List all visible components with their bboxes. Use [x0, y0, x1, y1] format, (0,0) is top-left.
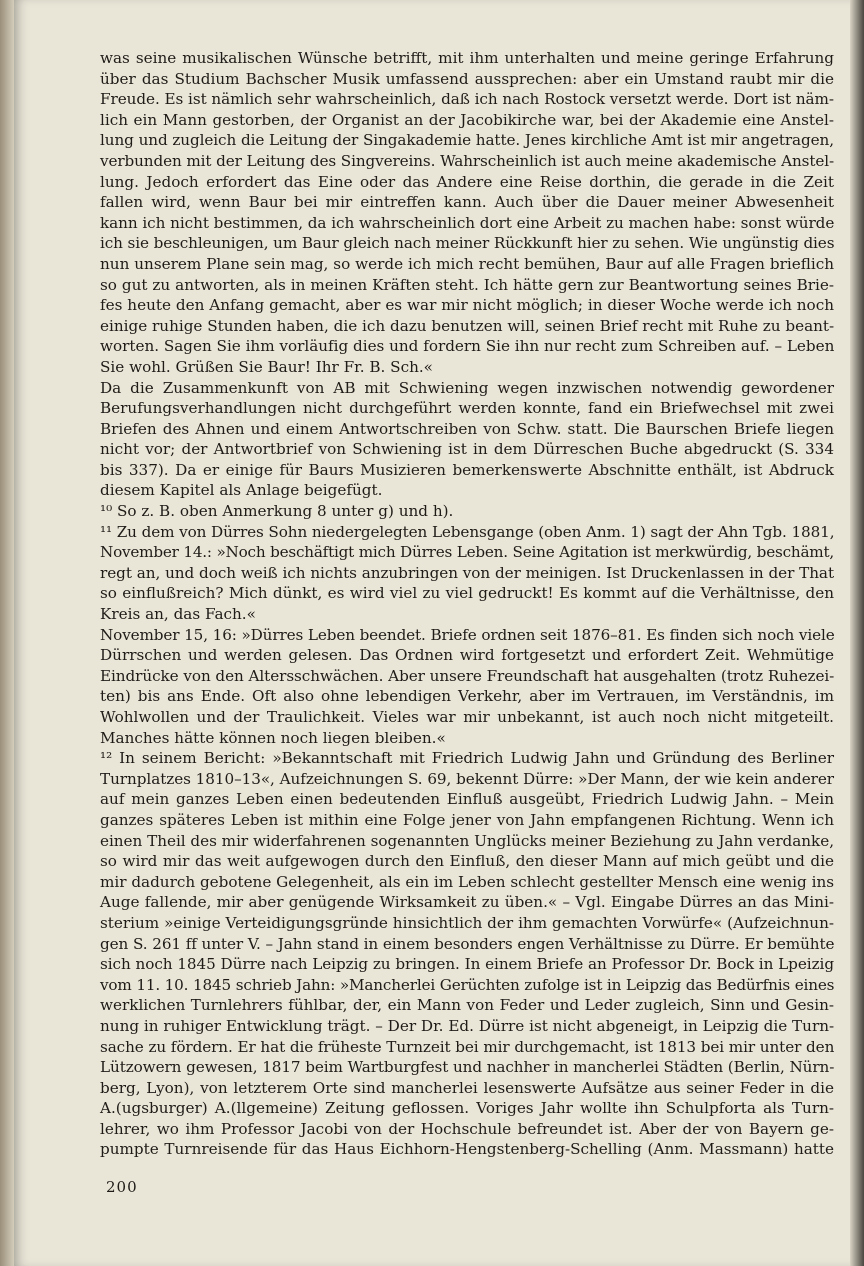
text-line: Auge fallende, mir aber genügende Wirksamkeit zu üben.« – Vgl. Eingabe Dürres an das Mini-	[100, 893, 834, 912]
text-line: kann ich nicht bestimmen, da ich wahrscheinlich dort eine Arbeit zu machen habe: sonst würde	[100, 213, 835, 232]
text-line: nun unserem Plane sein mag, so werde ich mich recht bemühen, Baur auf alle Fragen brieflich	[100, 254, 834, 273]
text-line: werklichen Turnlehrers fühlbar, der, ein Mann von Feder und Leder zugleich, Sinn und Gesin-	[100, 996, 834, 1015]
text-line: so einflußreich? Mich dünkt, es wird viel zu viel gedruckt! Es kommt auf die Verhältnisse, den	[100, 584, 834, 603]
text-line: worten. Sagen Sie ihm vorläufig dies und fordern Sie ihn nur recht zum Schreiben auf. – Leben	[100, 337, 835, 356]
text-line: Turnplatzes 1810–13«, Aufzeichnungen S. 69, bekennt Dürre: »Der Mann, der wie kein anderer	[100, 769, 834, 788]
text-line: ten) bis ans Ende. Oft also ohne lebendigen Verkehr, aber im Vertrauen, im Verständnis, im	[100, 687, 834, 706]
text-line: diesem Kapitel als Anlage beigefügt.	[100, 481, 383, 500]
text-line: November 14.: »Noch beschäftigt mich Dürres Leben. Seine Agitation ist merkwürdig, beschämt,	[100, 543, 834, 562]
text-line: so wird mir das weit aufgewogen durch den Einfluß, den dieser Mann auf mich geübt und die	[100, 852, 834, 871]
page-edge-shadow	[850, 0, 864, 1266]
text-line: pumpte Turnreisende für das Haus Eichhorn-Hengstenberg-Schelling (Anm. Massmann) hatte	[100, 1140, 834, 1159]
text-line: einen Theil des mir widerfahrenen sogenannten Unglücks meiner Beziehung zu Jahn verdanke,	[100, 831, 834, 850]
text-line: über das Studium Bachscher Musik umfassend aussprechen: aber ein Umstand raubt mir die	[100, 69, 834, 88]
text-line: Da die Zusammenkunft von AB mit Schwiening wegen inzwischen notwendig gewordener	[100, 378, 834, 397]
text-line: was seine musikalischen Wünsche betrifft, mit ihm unterhalten und meine geringe Erfahrung	[100, 49, 834, 67]
page-text-block	[100, 48, 834, 1160]
text-line: einige ruhige Stunden haben, die ich dazu benutzen will, seinen Brief recht mit Ruhe zu beant-	[100, 316, 835, 335]
text-line: bis 337). Da er einige für Baurs Musizieren bemerkenswerte Abschnitte enthält, ist Abdruck	[100, 460, 834, 479]
text-line: lung. Jedoch erfordert das Eine oder das Andere eine Reise dorthin, die gerade in die Zeit	[100, 172, 834, 191]
text-line: so gut zu antworten, als in meinen Kräften steht. Ich hätte gern zur Beantwortung seines Brie-	[100, 275, 834, 294]
text-line: sache zu fördern. Er hat die früheste Turnzeit bei mir durchgemacht, ist 1813 bei mir unter den	[100, 1037, 835, 1056]
text-line: ich sie beschleunigen, um Baur gleich nach meiner Rückkunft hier zu sehen. Wie ungünstig dies	[100, 234, 835, 253]
text-line: lehrer, wo ihm Professor Jacobi von der Hochschule befreundet ist. Aber der von Bayern ge-	[100, 1119, 834, 1138]
text-line: Berufungsverhandlungen nicht durchgeführt werden konnte, fand ein Briefwechsel mit zwei	[100, 399, 834, 418]
text-line: Sie wohl. Grüßen Sie Baur! Ihr Fr. B. Sch.«	[100, 357, 433, 376]
text-line: Dürrschen und werden gelesen. Das Ordnen wird fortgesetzt und erfordert Zeit. Wehmütige	[100, 646, 834, 665]
text-line: lich ein Mann gestorben, der Organist an der Jacobikirche war, bei der Akademie eine Anstel-	[100, 110, 834, 129]
text-line: Manches hätte können noch liegen bleiben.«	[100, 728, 446, 747]
text-line: mir dadurch gebotene Gelegenheit, als ein im Leben schlecht gestellter Mensch eine wenig ins	[100, 872, 834, 891]
text-line: Freude. Es ist nämlich sehr wahrscheinlich, daß ich nach Rostock versetzt werde. Dort ist näm-	[100, 90, 834, 109]
text-line: ganzes späteres Leben ist mithin eine Folge jener von Jahn empfangenen Richtung. Wenn ich	[100, 810, 834, 829]
text-line: Wohlwollen und der Traulichkeit. Vieles war mir unbekannt, ist auch noch nicht mitgeteilt.	[100, 708, 834, 726]
text-line: sich noch 1845 Dürre nach Leipzig zu bringen. In einem Briefe an Professor Dr. Bock in Lpeizig	[100, 955, 834, 974]
text-line: ¹⁰ So z. B. oben Anmerkung 8 unter g) und h).	[100, 502, 454, 521]
text-line: ¹¹ Zu dem von Dürres Sohn niedergelegten Lebensgange (oben Anm. 1) sagt der Ahn Tgb. 1881,	[100, 522, 835, 541]
text-line: nung in ruhiger Entwicklung trägt. – Der Dr. Ed. Dürre ist nicht abgeneigt, in Leipzig die Turn-	[100, 1016, 835, 1035]
text-line: auf mein ganzes Leben einen bedeutenden Einfluß ausgeübt, Friedrich Ludwig Jahn. – Mein	[100, 790, 834, 809]
text-line: berg, Lyon), von letzterem Orte sind mancherlei lesenswerte Aufsätze aus seiner Feder in die	[100, 1078, 834, 1097]
text-line: November 15, 16: »Dürres Leben beendet. Briefe ordnen seit 1876–81. Es finden sich noch viele	[100, 625, 835, 644]
text-line: fallen wird, wenn Baur bei mir eintreffen kann. Auch über die Dauer meiner Abwesenheit	[100, 193, 834, 212]
text-line: regt an, und doch weiß ich nichts anzubringen von der meinigen. Ist Druckenlassen in der That	[100, 563, 834, 582]
text-line: lung und zugleich die Leitung der Singakademie hatte. Jenes kirchliche Amt ist mir angetragen,	[100, 131, 834, 150]
text-line: ¹² In seinem Bericht: »Bekanntschaft mit Friedrich Ludwig Jahn und Gründung des Berliner	[100, 749, 834, 768]
text-line: gen S. 261 ff unter V. – Jahn stand in einem besonders engen Verhältnisse zu Dürre. Er bemühte	[100, 934, 835, 953]
text-line: Kreis an, das Fach.«	[100, 605, 256, 624]
text-line: sterium »einige Verteidigungsgründe hinsichtlich der ihm gemachten Vorwürfe« (Aufzeichnun-	[100, 913, 834, 932]
text-line: fes heute den Anfang gemacht, aber es war mir nicht möglich; in dieser Woche werde ich noch	[100, 296, 834, 315]
page-number: 200	[106, 1178, 138, 1196]
text-line: Briefen des Ahnen und einem Antwortschreiben von Schw. statt. Die Baurschen Briefe liegen	[100, 419, 834, 438]
text-line: Lützowern gewesen, 1817 beim Wartburgfest und nachher in mancherlei Städten (Berlin, Nürn-	[100, 1058, 835, 1077]
text-line: Eindrücke von den Altersschwächen. Aber unsere Freundschaft hat ausgehalten (trotz Ruhezei-	[100, 666, 835, 685]
text-line: nicht vor; der Antwortbrief von Schwiening ist in dem Dürreschen Buche abgedruckt (S. 334	[100, 440, 834, 459]
text-line: verbunden mit der Leitung des Singvereins. Wahrscheinlich ist auch meine akademische Anstel-	[100, 151, 834, 170]
text-line: A.(ugsburger) A.(llgemeine) Zeitung geflossen. Voriges Jahr wollte ihn Schulpforta als Turn-	[100, 1099, 834, 1118]
text-line: vom 11. 10. 1845 schrieb Jahn: »Mancherlei Gerüchten zufolge ist in Leipzig das Bedürfnis eines	[100, 975, 835, 994]
